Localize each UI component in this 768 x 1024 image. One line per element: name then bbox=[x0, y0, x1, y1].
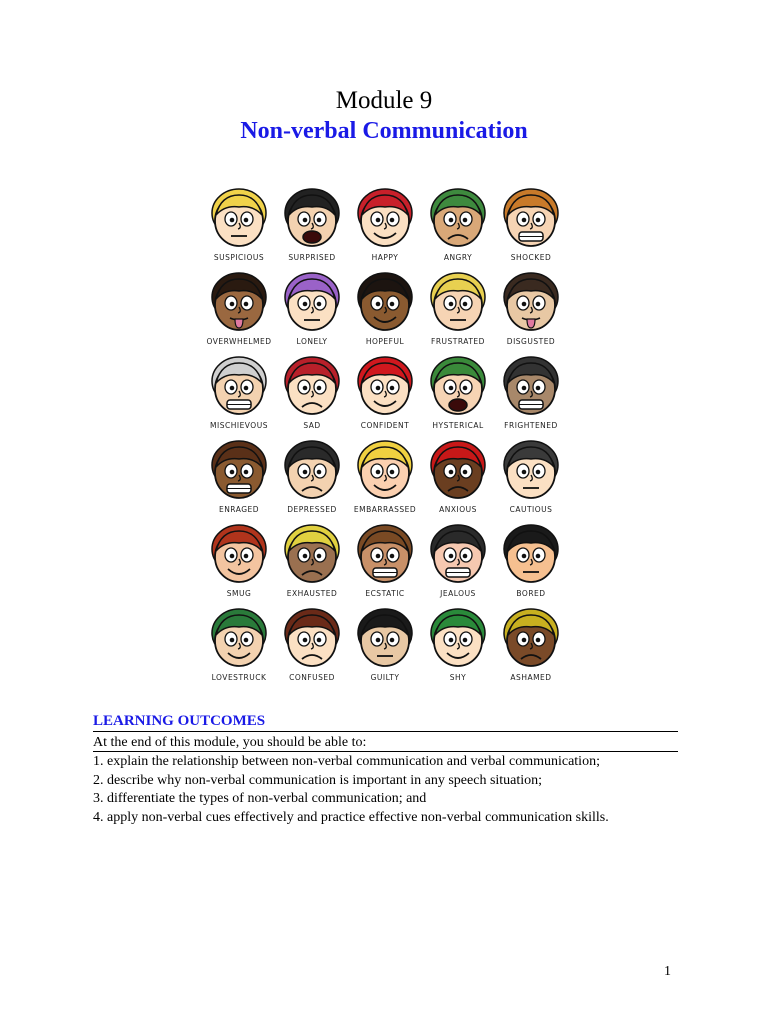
face-icon bbox=[355, 271, 415, 335]
face-icon bbox=[282, 607, 342, 671]
face-label: SHOCKED bbox=[510, 253, 552, 262]
face-icon bbox=[209, 439, 269, 503]
emotion-face bbox=[493, 269, 569, 353]
face-icon bbox=[209, 187, 269, 251]
learning-outcome-item: 3. differentiate the types of non-verbal communication; and bbox=[93, 791, 427, 806]
face-label: SMUG bbox=[226, 589, 252, 598]
heading-rule bbox=[93, 731, 678, 732]
face-icon bbox=[428, 187, 488, 251]
learning-outcome-item: 1. explain the relationship between non-verbal communication and verbal communication; bbox=[93, 754, 600, 769]
face-icon bbox=[209, 355, 269, 419]
emotion-face bbox=[420, 605, 496, 689]
face-icon bbox=[209, 271, 269, 335]
emotion-face bbox=[201, 437, 277, 521]
emotion-face bbox=[274, 521, 350, 605]
emotion-face bbox=[347, 605, 423, 689]
face-label: ANXIOUS bbox=[439, 505, 477, 514]
face-icon bbox=[501, 607, 561, 671]
emotion-face bbox=[420, 437, 496, 521]
emotion-faces-illustration bbox=[195, 185, 575, 690]
face-label: OVERWHELMED bbox=[206, 337, 272, 346]
face-label: HYSTERICAL bbox=[432, 421, 484, 430]
face-label: LOVESTRUCK bbox=[211, 673, 267, 682]
emotion-face bbox=[347, 269, 423, 353]
face-icon bbox=[282, 271, 342, 335]
face-icon bbox=[209, 607, 269, 671]
face-label: CONFIDENT bbox=[360, 421, 410, 430]
face-icon bbox=[501, 523, 561, 587]
face-icon bbox=[355, 607, 415, 671]
face-label: MISCHIEVOUS bbox=[210, 421, 268, 430]
face-label: HOPEFUL bbox=[365, 337, 405, 346]
emotion-face bbox=[201, 605, 277, 689]
face-label: SURPRISED bbox=[288, 253, 336, 262]
intro-rule bbox=[93, 751, 678, 752]
face-label: ENRAGED bbox=[218, 505, 260, 514]
face-icon bbox=[501, 187, 561, 251]
face-label: DISGUSTED bbox=[506, 337, 556, 346]
face-icon bbox=[428, 439, 488, 503]
face-icon bbox=[282, 355, 342, 419]
page-number: 1 bbox=[664, 964, 671, 979]
face-icon bbox=[282, 439, 342, 503]
learning-outcomes-intro: At the end of this module, you should be able to: bbox=[93, 735, 367, 750]
face-label: HAPPY bbox=[371, 253, 399, 262]
face-icon bbox=[282, 523, 342, 587]
emotion-face bbox=[493, 521, 569, 605]
face-icon bbox=[282, 187, 342, 251]
face-label: CONFUSED bbox=[289, 673, 335, 682]
face-label: CAUTIOUS bbox=[509, 505, 553, 514]
learning-outcome-item: 2. describe why non-verbal communication is important in any speech situation; bbox=[93, 772, 543, 788]
emotion-face bbox=[347, 353, 423, 437]
emotion-face bbox=[201, 185, 277, 269]
face-icon bbox=[428, 271, 488, 335]
face-icon bbox=[209, 523, 269, 587]
face-label: ECSTATIC bbox=[365, 589, 405, 598]
face-icon bbox=[355, 523, 415, 587]
face-label: LONELY bbox=[296, 337, 328, 346]
module-title: Module 9 bbox=[335, 87, 433, 114]
learning-outcomes-list bbox=[93, 753, 609, 827]
face-icon bbox=[428, 355, 488, 419]
emotion-face bbox=[420, 353, 496, 437]
emotion-face bbox=[274, 269, 350, 353]
emotion-face bbox=[274, 605, 350, 689]
emotion-face bbox=[493, 185, 569, 269]
emotion-face bbox=[493, 353, 569, 437]
emotion-face bbox=[420, 521, 496, 605]
face-label: GUILTY bbox=[370, 673, 400, 682]
face-icon bbox=[428, 523, 488, 587]
emotion-face bbox=[493, 605, 569, 689]
emotion-face bbox=[493, 437, 569, 521]
face-label: EMBARRASSED bbox=[353, 505, 417, 514]
emotion-face bbox=[347, 185, 423, 269]
face-label: EXHAUSTED bbox=[286, 589, 338, 598]
emotion-face bbox=[201, 521, 277, 605]
module-subtitle: Non-verbal Communication bbox=[240, 118, 528, 144]
face-label: ASHAMED bbox=[510, 673, 552, 682]
face-icon bbox=[501, 271, 561, 335]
face-label: FRIGHTENED bbox=[504, 421, 558, 430]
emotion-face bbox=[274, 437, 350, 521]
face-label: SHY bbox=[449, 673, 467, 682]
face-label: DEPRESSED bbox=[287, 505, 337, 514]
face-icon bbox=[428, 607, 488, 671]
face-icon bbox=[501, 439, 561, 503]
face-icon bbox=[355, 355, 415, 419]
face-label: FRUSTRATED bbox=[431, 337, 485, 346]
face-label: SAD bbox=[303, 421, 321, 430]
learning-outcome-item: 4. apply non-verbal cues effectively and practice effective non-verbal communication skills. bbox=[93, 809, 609, 825]
face-label: SUSPICIOUS bbox=[213, 253, 265, 262]
face-label: JEALOUS bbox=[440, 589, 476, 598]
emotion-face bbox=[201, 269, 277, 353]
face-icon bbox=[355, 439, 415, 503]
face-label: BORED bbox=[516, 589, 546, 598]
face-icon bbox=[355, 187, 415, 251]
emotion-face bbox=[420, 185, 496, 269]
emotion-face bbox=[420, 269, 496, 353]
emotion-face bbox=[274, 353, 350, 437]
emotion-face bbox=[201, 353, 277, 437]
face-label: ANGRY bbox=[443, 253, 473, 262]
emotion-face bbox=[347, 437, 423, 521]
learning-outcomes-heading: LEARNING OUTCOMES bbox=[93, 713, 266, 729]
emotion-face bbox=[274, 185, 350, 269]
emotion-face bbox=[347, 521, 423, 605]
face-icon bbox=[501, 355, 561, 419]
